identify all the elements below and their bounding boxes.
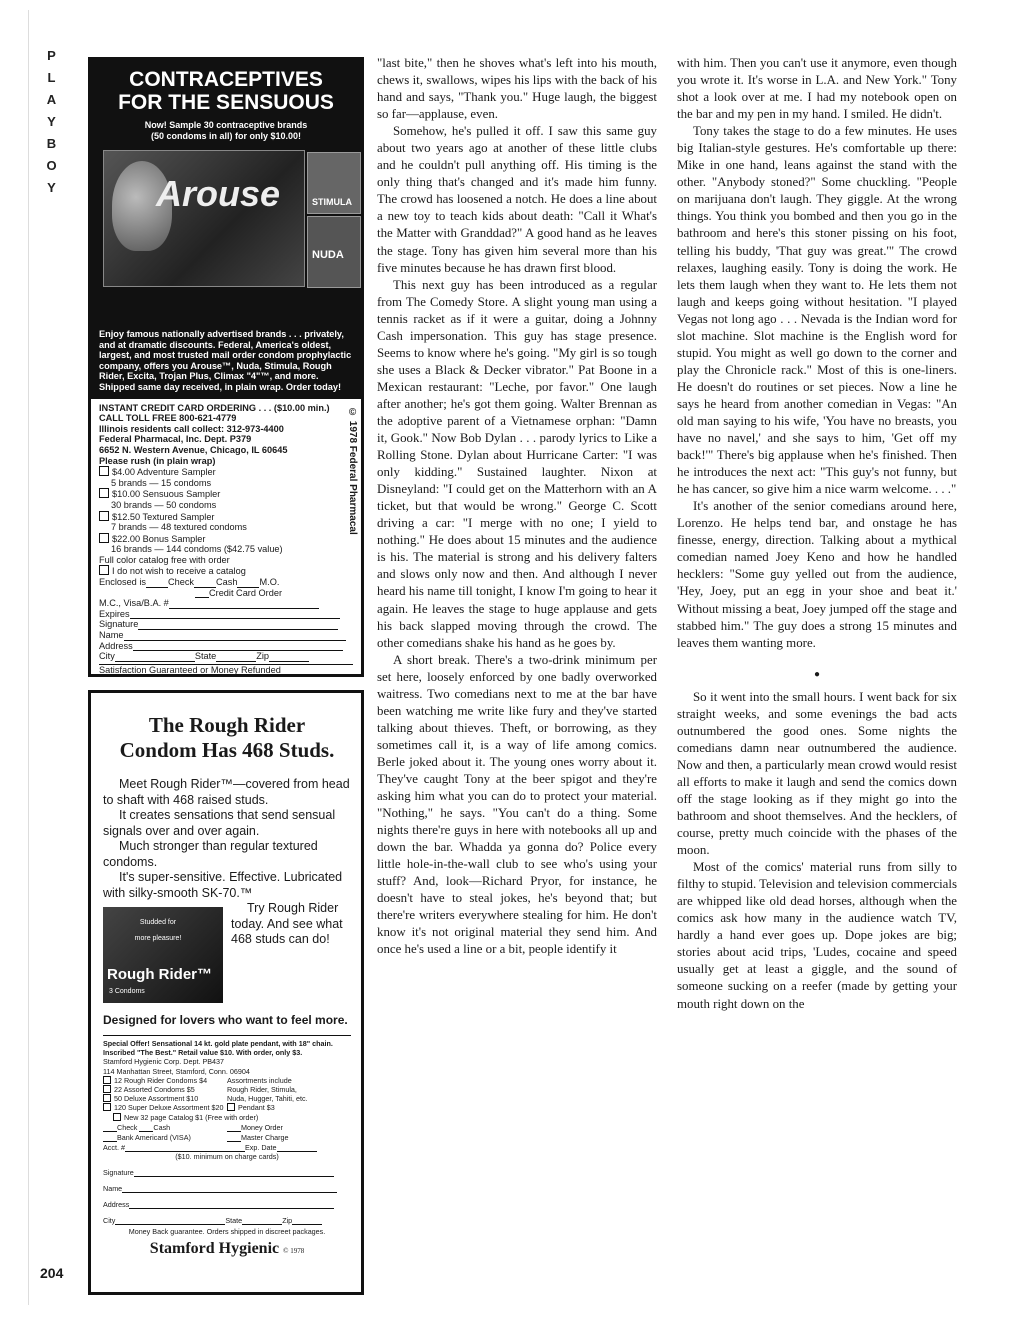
option-detail: 7 brands — 48 textured condoms [111, 522, 247, 533]
contraceptives-ad [88, 57, 364, 677]
catalog-line: Full color catalog free with order [99, 554, 230, 565]
credit-card-order-label: Credit Card Order [209, 587, 283, 598]
expires-label: Expires [99, 608, 130, 619]
ad-header [91, 60, 361, 323]
stimula-brand: STIMULA [312, 197, 352, 207]
arouse-box-image [103, 150, 305, 287]
masthead-letter: B [46, 136, 58, 151]
article-paragraph: Tony takes the stage to do a few minutes. He uses big Italian-style gestures. He's comfortable up there: Mike in one hand, leans against the stand with the other. "Anybody stoned?" Some chuckling. "People on marijuana don't laugh. They giggle. At the wrong things. You think you bombed and then you go in the bathroom and here's this stoner pissing on his foot, telling his buddy, 'That guy was great.'" The crowd relaxes, laughing easily. Tony is doing the work. He lets them laugh when they want to. He lets them not laugh and keeps going without hesitation. "I played Vegas not long ago . . . Nevada is the Indian word for slot machine. Slot machine is the English word for stupid. You might as well go down to the corner and play the Chronicle rack." Most of this is one-liners. He doesn't do routines or set pieces. Now a line he says he heard from another comedian in Vegas: "An old man saying to his wife, 'You have no breasts, you have no navel,' and she says to him, 'Get off my back!'" There's big applause when he's finished. Then he introduces the next act: "This guy's not funny, but he has cancer, so give him a nice warm welcome. . . ." [677, 124, 957, 497]
assortment-note: Rough Rider, Stimula, [227, 1085, 297, 1095]
option-label: 22 Assorted Condoms $5 [114, 1085, 195, 1095]
payment-line [99, 577, 353, 588]
catalog-option[interactable] [103, 1113, 351, 1122]
option-item[interactable] [227, 1103, 351, 1112]
blank[interactable] [129, 1199, 334, 1209]
rush-line: Please rush (in plain wrap) [99, 455, 216, 466]
article-paragraph: A short break. There's a two-drink minimum per set here, loosely enforced by one badly overworked waitress. Two comedians next to me at the bar have been watching me write like fury and they've started talking about thieves. Theft, or borrowing, as they sometimes call it, is a way of life among comics. Berle joked about it. The young ones worry about it. They've caught Tony at the beer spigot and they're asking him what you can do to protect your material. "Nothing," he says. "You can't do a thing. Some nights there're guys in here with notebooks all up and down the bar. Whadda ya gonna do? Police every little hole-in-the-wall club to see who's using your stuff? And, look—Richard Pryor, for instance, he doesn't have to steal jokes, he's beyond that; but there're writers everywhere stealing for him. He don't know it's not original material they send him. And once he's used a line or a bit, people identify it [377, 652, 657, 957]
signature-field[interactable] [103, 1167, 351, 1177]
order-form [91, 399, 361, 676]
exp-label: Exp. Date [244, 1142, 277, 1152]
no-catalog-label: I do not wish to receive a catalog [112, 566, 246, 577]
blank[interactable] [195, 588, 209, 598]
option-item[interactable] [99, 533, 353, 545]
article-paragraph: with him. Then you can't use it anymore, even though you wrote it. It's worse in L.A. and New York." Tony shot a look over at me. I had my notebook open on the bar and my pen in my hand. I smiled. He didn't. [677, 56, 957, 122]
option-label: $22.00 Bonus Sampler [112, 533, 206, 544]
catalog-label: New 32 page Catalog $1 (Free with order) [124, 1112, 259, 1122]
masthead-letter: O [46, 158, 58, 173]
option-label: $4.00 Adventure Sampler [112, 467, 216, 478]
address-label: Address [99, 640, 133, 651]
master-charge-label: Master Charge [241, 1132, 289, 1142]
masthead-letter: Y [47, 180, 57, 195]
expires-field[interactable] [99, 609, 353, 620]
option-item[interactable] [103, 1085, 227, 1094]
option-item[interactable] [103, 1103, 227, 1112]
option-item[interactable] [99, 511, 353, 523]
ad-paragraph: Try Rough Rider today. And see what 468 studs can do! [231, 901, 343, 946]
option-item[interactable] [99, 488, 353, 500]
city-label: City [103, 1215, 116, 1225]
no-catalog-option[interactable] [99, 565, 353, 577]
company-address: 6652 N. Western Avenue, Chicago, IL 60645 [99, 444, 288, 455]
blank[interactable] [103, 1122, 117, 1132]
state-label: State [225, 1215, 243, 1225]
acct-field[interactable] [103, 1142, 351, 1152]
blank[interactable] [134, 1167, 334, 1177]
cash-label: Cash [153, 1122, 171, 1132]
option-item[interactable] [103, 1076, 227, 1085]
blank[interactable] [139, 1122, 153, 1132]
checkbox[interactable] [103, 1076, 111, 1084]
state-label: State [194, 651, 217, 662]
guarantee: Satisfaction Guaranteed or Money Refunded [99, 664, 353, 676]
checkbox[interactable] [103, 1103, 111, 1111]
ad-paragraph: Meet Rough Rider™—covered from head to shaft with 468 raised studs. [103, 777, 350, 807]
zip-label: Zip [282, 1215, 293, 1225]
blank[interactable] [138, 620, 338, 630]
blank[interactable] [269, 652, 309, 662]
article-column-2 [677, 55, 957, 1013]
masthead-letter: L [47, 70, 57, 85]
ad-body-copy: Enjoy famous nationally advertised brands . . . privately, and at dramatic discounts. Federal, America's oldest, largest, and most trusted mail order condom prophylactic company, offers you Arouse™, Nuda, Stimula, Rough Rider, Excita, Trojan Plus, Climax "4"™, and more. Shipped same day received, in plain wrap. Order today! [91, 323, 361, 399]
card-label: M.C., Visa/B.A. # [99, 598, 169, 609]
money-order-label: Money Order [241, 1122, 283, 1132]
checkbox[interactable] [99, 533, 109, 543]
ad-subhead: Now! Sample 30 contraceptive brands (50 condoms in all) for only $10.00! [144, 120, 308, 141]
special-offer: Special Offer! Sensational 14 kt. gold plate pendant, with 18" chain. Inscribed "The Best." Retail value $10. With order, only $3. [103, 1039, 333, 1058]
blank[interactable] [125, 1142, 245, 1152]
name-field[interactable] [103, 1183, 351, 1193]
payment-left [103, 1122, 227, 1142]
article-paragraph: It's another of the senior comedians around here, Lorenzo. He helps tend bar, and onstage he has finesse, energy, direction. Talking about a mythical comedian named Joey Keno and how he handled hecklers: "Some guy yelled out from the audience, 'Hey, Joey, put an egg in your shoe and beat it.' Without missing a beat, Joey jumped off the stage and stabbed him." The guy does a strong 15 minutes and leaves them wanting more. [677, 499, 957, 650]
option-label: 120 Super Deluxe Assortment $20 [114, 1103, 224, 1113]
option-item[interactable] [99, 466, 353, 478]
blank[interactable] [227, 1122, 241, 1132]
check-label: Check [117, 1122, 138, 1132]
product-photo [97, 150, 355, 290]
guarantee: Money Back guarantee. Orders shipped in discreet packages. [128, 1227, 326, 1237]
enclosed-label: Enclosed is [99, 577, 146, 588]
city-label: City [99, 651, 115, 662]
check-label: Check [167, 577, 195, 588]
address-field[interactable] [103, 1199, 351, 1209]
card-number-field[interactable] [99, 598, 353, 609]
blank[interactable] [146, 578, 168, 588]
blank[interactable] [194, 578, 216, 588]
ad-headline: CONTRACEPTIVES FOR THE SENSUOUS [118, 68, 334, 114]
blank[interactable] [292, 1215, 322, 1225]
minimum-note: ($10. minimum on charge cards) [175, 1151, 279, 1161]
order-options [103, 1076, 351, 1113]
signature-label: Signature [103, 1167, 134, 1177]
blank[interactable] [103, 1132, 117, 1142]
option-detail: 30 brands — 50 condoms [111, 499, 217, 510]
company-name: Stamford Hygienic Corp. Dept. PB437 [103, 1057, 225, 1067]
ad-tagline: Designed for lovers who want to feel more. [103, 1013, 348, 1027]
mo-label: M.O. [259, 577, 280, 588]
assortment-note: Assortments include [227, 1075, 292, 1085]
credit-card-order-line [99, 588, 353, 599]
cash-label: Cash [216, 577, 238, 588]
masthead-letter: A [46, 92, 58, 107]
credit-line: INSTANT CREDIT CARD ORDERING . . . ($10.00 min.) [99, 402, 330, 413]
article-paragraph: "last bite," then he shoves what's left into his mouth, chews it, swallows, wipes his lips with the back of his hand and says, "Thank you." Huge laugh, the biggest so far—applause, even. [377, 56, 657, 122]
address-label: Address [103, 1199, 130, 1209]
name-field[interactable] [99, 630, 353, 641]
stimula-box-image [307, 152, 361, 214]
assortment-note: Nuda, Hugger, Tahiti, etc. [227, 1094, 308, 1104]
option-label: Pendant $3 [238, 1103, 275, 1113]
checkbox[interactable] [103, 1085, 111, 1093]
checkbox[interactable] [99, 511, 109, 521]
acct-label: Acct. # [103, 1142, 125, 1152]
blank[interactable] [277, 1142, 317, 1152]
option-item[interactable] [103, 1094, 227, 1103]
toll-free: CALL TOLL FREE 800-621-4779 [99, 413, 237, 424]
option-detail: 5 brands — 15 condoms [111, 477, 212, 488]
masthead-letter: P [47, 48, 57, 63]
blank[interactable] [227, 1132, 241, 1142]
options-left [103, 1076, 227, 1113]
illinois-line: Illinois residents call collect: 312-973-4400 [99, 423, 284, 434]
rough-rider-ad [88, 690, 364, 1295]
arouse-brand: Arouse [156, 173, 281, 214]
section-separator: ● [813, 668, 821, 680]
order-form [103, 1035, 351, 1236]
payment-right [227, 1122, 351, 1142]
company-name: Federal Pharmacal, Inc. Dept. P379 [99, 434, 252, 445]
option-detail: 16 brands — 144 condoms ($42.75 value) [111, 544, 283, 555]
blank[interactable] [216, 652, 256, 662]
options-right [227, 1076, 351, 1113]
blank[interactable] [124, 631, 346, 641]
checkbox[interactable] [99, 466, 109, 476]
bankamericard-label: Bank Americard (VISA) [117, 1132, 191, 1142]
blank[interactable] [122, 1183, 337, 1193]
blank[interactable] [169, 599, 319, 609]
ad-footer [103, 1240, 351, 1258]
pack-tagline: Studded for more pleasure! [134, 919, 182, 942]
signature-field[interactable] [99, 619, 353, 630]
page-number: 204 [40, 1265, 64, 1281]
checkbox[interactable] [99, 488, 109, 498]
nuda-brand: NUDA [312, 249, 344, 261]
name-label: Name [103, 1183, 123, 1193]
ad-paragraph: It's super-sensitive. Effective. Lubricated with silky-smooth SK-70.™ [103, 870, 343, 900]
option-label: $10.00 Sensuous Sampler [112, 489, 221, 500]
article-paragraph: This next guy has been introduced as a regular from The Comedy Store. A slight young man using a tennis racket as if it were a guitar, doing a Johnny Cash impersonation. This guy has stage presence. Seems to know where he's going. "My girl is so tough she uses a Black & Decker vibrator." Pat Boone in a Mexican restaurant: "Leche, por favor." One laugh after another; he's got them going. Walter Brennan as the adoptive parent of a Vietnamese orphan: "Damn it, Gook." Now Bob Dylan . . . parody lyrics to Like a Rolling Stone. Dylan about Hurricane Carter: "I was only kidding." Sustained laughter. Nixon at Disneyland: "I could get on the Matterhorn with an A ticket, but that would be wrong." George C. Scott driving a car: "I merge with no one; I yield to nothing." He does about 15 minutes and the audience is his. The material is strong and his delivery falters and slows only now and then. And although I never heard his name till tonight, I know I'm going to hear it again. He leaves the stage to huge applause and gets his back slapped moving through the crowd. The other comedians shake his hand as he goes by. [377, 277, 657, 650]
article-paragraph: So it went into the small hours. I went back for six straight weeks, and some evenings the bad acts outnumbered the good ones. Some nights the comedians damn near outnumbered the audience. Now and then, a particularly mean crowd would resist all efforts to make it laugh and send the comics down off the stage looking as if they might go into the bathroom and shoot themselves. And the hecklers, of course, pretty much coincide with the phases of the moon. [677, 689, 957, 858]
copyright-vertical: © 1978 Federal Pharmacal [347, 406, 358, 535]
checkbox[interactable] [103, 1094, 111, 1102]
option-label: $12.50 Textured Sampler [112, 511, 215, 522]
option-label: 50 Deluxe Assortment $10 [114, 1094, 199, 1104]
ad-copy [103, 777, 351, 995]
blank[interactable] [115, 1215, 225, 1225]
city-state-zip-field[interactable] [103, 1215, 351, 1225]
blank[interactable] [237, 578, 259, 588]
blank[interactable] [130, 609, 340, 619]
ad-paragraph: Much stronger than regular textured condoms. [103, 839, 318, 869]
checkbox[interactable] [113, 1113, 121, 1121]
article-paragraph: Somehow, he's pulled it off. I saw this same guy about two years ago at another of these little clubs and he couldn't pull anything off. His timing is the only thing that's changed and it's made him funny. The crowd has loosened a notch. He does a line about a new toy to teach kids about death: "Call it What's the Matter with Granddad?" A good hand as he leaves the stage. Tony has given him several more than his five minutes because he has drawn first blood. [377, 124, 657, 275]
checkbox[interactable] [99, 565, 109, 575]
article-column-1 [377, 55, 657, 958]
zip-label: Zip [256, 651, 270, 662]
rough-rider-package-image [103, 907, 223, 1003]
article-paragraph: Most of the comics' material runs from silly to filthy to stupid. Television and television commercials are whipped like old dead horses, although when the comics ask how many in the audience watch TV, hardly a hand ever goes up. Dope jokes are big; stories about acid trips, 'Ludes, cocaine and speed usually get at least a giggle, and the sound of someone sucking on a reefer (made by getting your mouth right down on the [677, 860, 957, 1011]
blank[interactable] [115, 652, 195, 662]
masthead-letter: Y [47, 114, 57, 129]
ad-headline: The Rough Rider Condom Has 468 Studs. [119, 713, 335, 762]
ad-paragraph: It creates sensations that send sensual signals over and over again. [103, 808, 336, 838]
pack-brand: Rough Rider™ [107, 966, 212, 983]
payment-options [103, 1122, 351, 1142]
city-state-zip-field[interactable] [99, 651, 353, 662]
blank[interactable] [242, 1215, 282, 1225]
footer-brand: Stamford Hygienic [149, 1240, 280, 1258]
footer-copyright: © 1978 [283, 1247, 305, 1256]
signature-label: Signature [99, 619, 139, 630]
nuda-box-image [307, 216, 361, 288]
option-label: 12 Rough Rider Condoms $4 [114, 1075, 208, 1085]
masthead [40, 45, 64, 199]
blank[interactable] [133, 641, 343, 651]
page-edge [28, 10, 29, 1305]
name-label: Name [99, 630, 124, 641]
pack-count: 3 Condoms [109, 987, 145, 995]
address-field[interactable] [99, 641, 353, 652]
checkbox[interactable] [227, 1103, 235, 1111]
company-address: 114 Manhattan Street, Stamford, Conn. 06904 [103, 1066, 250, 1076]
